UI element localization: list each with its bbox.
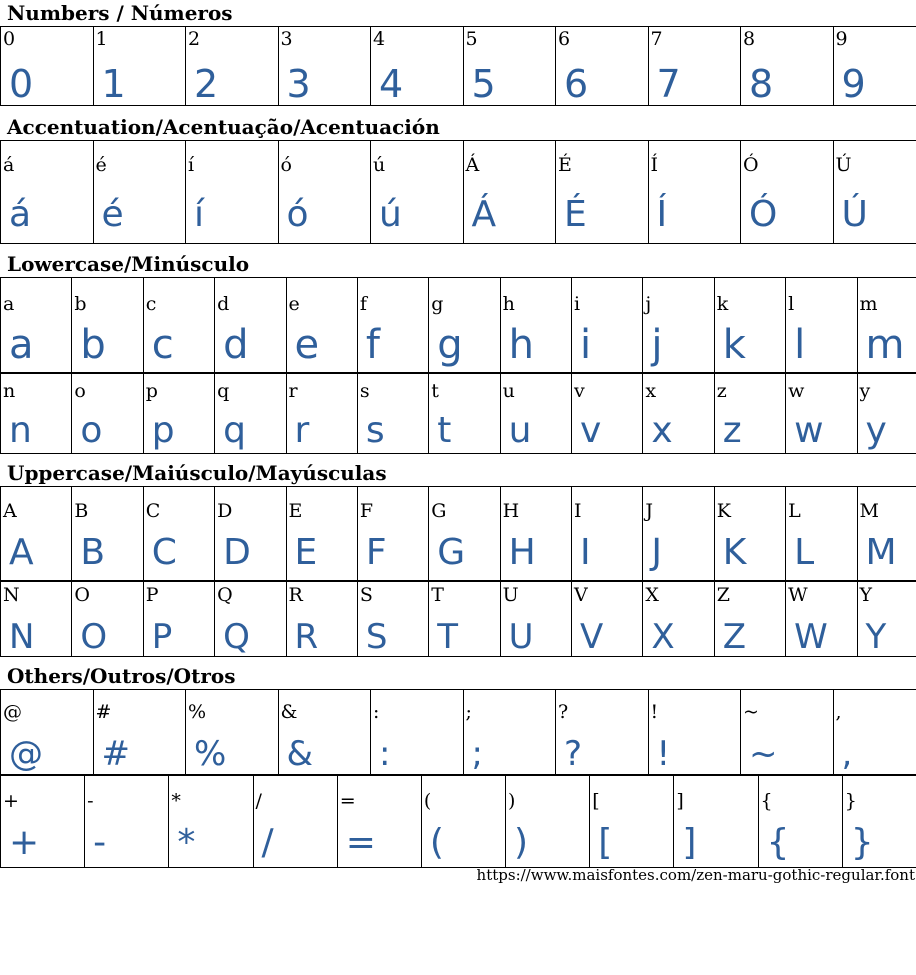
glyph-label: z <box>716 380 727 402</box>
glyph-cell <box>572 487 643 582</box>
glyph-sample: ( <box>429 822 444 863</box>
lowercase-grid-row1 <box>0 277 916 374</box>
glyph-sample: b <box>80 322 106 368</box>
glyph-label: í <box>188 154 195 176</box>
glyph-cell <box>85 775 169 868</box>
glyph-cell <box>93 27 186 106</box>
glyph-cell <box>857 373 916 454</box>
glyph-sample: V <box>580 617 604 657</box>
glyph-cell <box>556 141 649 244</box>
glyph-label: { <box>760 790 773 812</box>
glyph-cell <box>741 141 834 244</box>
glyph-sample: 3 <box>286 62 311 106</box>
glyph-label: 5 <box>465 28 478 50</box>
glyph-sample: m <box>865 322 905 368</box>
glyph-label: f <box>359 293 367 315</box>
glyph-cell <box>833 27 916 106</box>
glyph-sample: 8 <box>749 62 774 106</box>
glyph-sample: Z <box>722 617 747 657</box>
glyph-label: A <box>3 500 17 522</box>
glyph-label: q <box>217 380 230 402</box>
glyph-label: # <box>95 701 112 723</box>
glyph-label: ; <box>465 701 472 723</box>
glyph-sample: ] <box>682 822 697 863</box>
glyph-sample: u <box>508 410 532 451</box>
glyph-sample: z <box>722 410 742 451</box>
glyph-cell <box>286 278 357 374</box>
glyph-label: d <box>217 293 230 315</box>
glyph-cell <box>500 373 571 454</box>
glyph-label: ? <box>558 701 569 723</box>
glyph-cell <box>72 373 143 454</box>
glyph-cell <box>1 775 85 868</box>
others-title: Others/Outros/Otros <box>7 664 236 688</box>
glyph-label: Y <box>859 584 873 606</box>
glyph-cell <box>786 487 857 582</box>
glyph-sample: 0 <box>9 62 34 106</box>
glyph-label: 0 <box>3 28 16 50</box>
glyph-cell <box>572 373 643 454</box>
glyph-sample: ó <box>286 194 309 235</box>
glyph-sample: l <box>794 322 806 368</box>
glyph-label: 1 <box>95 28 108 50</box>
glyph-label: O <box>74 584 90 606</box>
glyph-label: R <box>288 584 303 606</box>
glyph-label: c <box>145 293 157 315</box>
glyph-cell <box>337 775 421 868</box>
lowercase-title: Lowercase/Minúsculo <box>7 252 250 276</box>
glyph-label: H <box>502 500 520 522</box>
glyph-cell <box>572 581 643 657</box>
glyph-cell <box>215 278 286 374</box>
glyph-label: Ó <box>743 154 759 176</box>
others-grid-row2 <box>0 774 916 868</box>
glyph-label: - <box>87 790 94 812</box>
glyph-sample: Y <box>865 617 887 657</box>
glyph-cell <box>786 581 857 657</box>
glyph-cell <box>643 278 714 374</box>
glyph-sample: f <box>365 322 380 368</box>
glyph-sample: L <box>794 532 815 573</box>
glyph-sample: Ó <box>749 194 778 235</box>
glyph-label: á <box>3 154 15 176</box>
glyph-label: m <box>859 293 878 315</box>
glyph-label: Q <box>217 584 233 606</box>
glyph-cell <box>169 775 253 868</box>
glyph-cell <box>674 775 758 868</box>
glyph-label: + <box>3 790 19 812</box>
glyph-cell <box>1 373 72 454</box>
glyph-sample: 4 <box>379 62 404 106</box>
glyph-sample: p <box>151 410 175 451</box>
glyph-cell <box>143 373 214 454</box>
glyph-label: 4 <box>373 28 386 50</box>
glyph-label: / <box>255 790 262 812</box>
glyph-cell <box>500 581 571 657</box>
glyph-cell <box>590 775 674 868</box>
glyph-cell <box>463 690 556 776</box>
glyph-cell <box>463 141 556 244</box>
glyph-label: é <box>95 154 107 176</box>
glyph-cell <box>714 581 785 657</box>
glyph-label: ) <box>508 790 516 812</box>
others-grid-row1 <box>0 689 916 776</box>
glyph-sample: @ <box>9 734 43 774</box>
glyph-sample: 5 <box>471 62 496 106</box>
glyph-sample: # <box>101 734 130 774</box>
numbers-title: Numbers / Números <box>7 1 233 25</box>
glyph-cell <box>786 373 857 454</box>
glyph-label: a <box>3 293 15 315</box>
glyph-sample: 7 <box>656 62 681 106</box>
glyph-cell <box>857 581 916 657</box>
glyph-label: 2 <box>188 28 201 50</box>
glyph-sample: Q <box>223 617 250 657</box>
glyph-label: 7 <box>650 28 663 50</box>
glyph-cell <box>93 141 186 244</box>
glyph-label: F <box>359 500 374 522</box>
glyph-cell <box>1 690 94 776</box>
glyph-sample: ú <box>379 194 402 235</box>
glyph-sample: c <box>151 322 174 368</box>
glyph-cell <box>371 27 464 106</box>
glyph-label: I <box>574 500 582 522</box>
glyph-label: N <box>3 584 20 606</box>
glyph-cell <box>278 141 371 244</box>
glyph-sample: X <box>651 617 675 657</box>
glyph-sample: Í <box>656 194 668 235</box>
glyph-label: y <box>859 380 871 402</box>
glyph-cell <box>1 581 72 657</box>
glyph-cell <box>143 278 214 374</box>
glyph-sample: o <box>80 410 103 451</box>
glyph-sample: n <box>9 410 32 451</box>
glyph-label: r <box>288 380 298 402</box>
glyph-sample: É <box>564 194 587 235</box>
glyph-label: K <box>716 500 731 522</box>
glyph-sample: E <box>294 532 318 573</box>
glyph-cell <box>278 27 371 106</box>
glyph-label: w <box>788 380 805 402</box>
glyph-cell <box>556 690 649 776</box>
glyph-sample: / <box>261 822 274 863</box>
glyph-label: j <box>645 293 652 315</box>
glyph-cell <box>500 278 571 374</box>
glyph-label: k <box>716 293 729 315</box>
glyph-sample: B <box>80 532 106 573</box>
glyph-sample: H <box>508 532 536 573</box>
glyph-label: t <box>431 380 439 402</box>
glyph-label: s <box>359 380 370 402</box>
glyph-sample: P <box>151 617 173 657</box>
glyph-sample: á <box>9 194 32 235</box>
glyph-cell <box>286 487 357 582</box>
glyph-label: } <box>844 790 857 812</box>
glyph-cell <box>648 690 741 776</box>
footer-url: https://www.maisfontes.com/zen-maru-gothic-regular.font <box>476 866 915 884</box>
glyph-sample: a <box>9 322 34 368</box>
glyph-sample: S <box>365 617 388 657</box>
glyph-cell <box>786 278 857 374</box>
glyph-sample: e <box>294 322 320 368</box>
glyph-label: g <box>431 293 444 315</box>
glyph-cell <box>186 690 279 776</box>
glyph-label: B <box>74 500 89 522</box>
glyph-sample: v <box>580 410 602 451</box>
glyph-sample: ? <box>564 734 583 774</box>
glyph-label: E <box>288 500 303 522</box>
glyph-sample: N <box>9 617 35 657</box>
glyph-sample: 2 <box>194 62 219 106</box>
glyph-cell <box>253 775 337 868</box>
glyph-label: x <box>645 380 657 402</box>
glyph-cell <box>215 487 286 582</box>
glyph-label: i <box>574 293 581 315</box>
glyph-cell <box>72 581 143 657</box>
glyph-label: = <box>339 790 356 812</box>
glyph-sample: U <box>508 617 534 657</box>
glyph-label: U <box>502 584 519 606</box>
glyph-cell <box>857 278 916 374</box>
glyph-cell <box>1 278 72 374</box>
glyph-label: ú <box>373 154 386 176</box>
glyph-sample: * <box>177 822 196 863</box>
glyph-cell <box>371 690 464 776</box>
glyph-label: : <box>373 701 380 723</box>
glyph-cell <box>278 690 371 776</box>
glyph-sample: 9 <box>841 62 866 106</box>
glyph-label: h <box>502 293 515 315</box>
glyph-label: l <box>788 293 795 315</box>
glyph-cell <box>1 27 94 106</box>
glyph-cell <box>1 487 72 582</box>
glyph-sample: A <box>9 532 34 573</box>
glyph-label: V <box>574 584 588 606</box>
glyph-sample: ! <box>656 734 671 774</box>
glyph-sample: , <box>841 734 853 774</box>
glyph-cell <box>741 690 834 776</box>
glyph-label: J <box>645 500 653 522</box>
glyph-cell <box>842 775 916 868</box>
glyph-cell <box>500 487 571 582</box>
glyph-sample: y <box>865 410 887 451</box>
glyph-sample: D <box>223 532 251 573</box>
glyph-cell <box>186 27 279 106</box>
glyph-sample: O <box>80 617 108 657</box>
glyph-sample: C <box>151 532 177 573</box>
glyph-label: É <box>558 154 572 176</box>
glyph-label: G <box>431 500 447 522</box>
glyph-cell <box>833 141 916 244</box>
glyph-sample: g <box>437 322 463 368</box>
glyph-label: 8 <box>743 28 756 50</box>
glyph-label: S <box>359 584 373 606</box>
glyph-cell <box>741 27 834 106</box>
glyph-sample: [ <box>598 822 613 863</box>
glyph-cell <box>93 690 186 776</box>
glyph-sample: í <box>194 194 205 235</box>
glyph-cell <box>186 141 279 244</box>
glyph-label: W <box>788 584 808 606</box>
glyph-label: v <box>574 380 585 402</box>
glyph-sample: = <box>345 822 376 863</box>
glyph-sample: 6 <box>564 62 589 106</box>
glyph-cell <box>357 278 428 374</box>
glyph-sample: F <box>365 532 387 573</box>
numbers-grid <box>0 26 916 106</box>
glyph-sample: r <box>294 410 310 451</box>
glyph-sample: Á <box>471 194 497 235</box>
glyph-label: D <box>217 500 233 522</box>
glyph-sample: - <box>93 822 107 863</box>
glyph-label: , <box>835 701 842 723</box>
glyph-label: ( <box>423 790 432 812</box>
glyph-cell <box>572 278 643 374</box>
glyph-label: e <box>288 293 300 315</box>
accents-title: Accentuation/Acentuação/Acentuación <box>7 115 440 139</box>
glyph-cell <box>286 373 357 454</box>
glyph-sample: j <box>651 322 663 368</box>
glyph-label: Á <box>465 154 480 176</box>
glyph-sample: h <box>508 322 534 368</box>
glyph-label: o <box>74 380 86 402</box>
glyph-label: C <box>145 500 161 522</box>
glyph-label: ! <box>650 701 659 723</box>
glyph-sample: M <box>865 532 897 573</box>
glyph-sample: é <box>101 194 124 235</box>
glyph-cell <box>857 487 916 582</box>
glyph-sample: & <box>286 734 314 774</box>
glyph-cell <box>648 141 741 244</box>
uppercase-title: Uppercase/Maiúsculo/Mayúsculas <box>7 461 387 485</box>
glyph-label: X <box>645 584 659 606</box>
accents-grid <box>0 140 916 244</box>
glyph-sample: G <box>437 532 466 573</box>
glyph-sample: I <box>580 532 591 573</box>
glyph-sample: d <box>223 322 249 368</box>
glyph-label: * <box>171 790 181 812</box>
glyph-cell <box>371 141 464 244</box>
glyph-label: b <box>74 293 87 315</box>
glyph-cell <box>72 487 143 582</box>
glyph-cell <box>429 278 500 374</box>
glyph-cell <box>215 373 286 454</box>
glyph-cell <box>421 775 505 868</box>
glyph-cell <box>556 27 649 106</box>
glyph-label: Í <box>650 154 659 176</box>
glyph-label: T <box>431 584 444 606</box>
glyph-cell <box>286 581 357 657</box>
uppercase-grid-row2 <box>0 580 916 657</box>
glyph-label: @ <box>3 701 22 723</box>
glyph-cell <box>215 581 286 657</box>
glyph-cell <box>72 278 143 374</box>
glyph-label: 9 <box>835 28 848 50</box>
glyph-label: 6 <box>558 28 571 50</box>
glyph-sample: ; <box>471 734 483 774</box>
glyph-sample: q <box>223 410 246 451</box>
glyph-cell <box>429 581 500 657</box>
glyph-sample: + <box>9 822 40 863</box>
glyph-label: Z <box>716 584 730 606</box>
glyph-sample: % <box>194 734 227 774</box>
uppercase-grid-row1 <box>0 486 916 582</box>
glyph-sample: ~ <box>749 734 778 774</box>
glyph-cell <box>643 581 714 657</box>
glyph-label: ~ <box>743 701 759 723</box>
glyph-sample: J <box>651 532 662 573</box>
glyph-label: ] <box>676 790 684 812</box>
glyph-sample: s <box>365 410 385 451</box>
glyph-label: M <box>859 500 879 522</box>
glyph-cell <box>758 775 842 868</box>
glyph-cell <box>357 487 428 582</box>
glyph-label: & <box>280 701 298 723</box>
glyph-sample: i <box>580 322 592 368</box>
glyph-cell <box>463 27 556 106</box>
glyph-label: n <box>3 380 16 402</box>
glyph-cell <box>357 373 428 454</box>
glyph-sample: t <box>437 410 452 451</box>
glyph-label: ó <box>280 154 292 176</box>
glyph-label: % <box>188 701 207 723</box>
glyph-sample: { <box>766 822 790 863</box>
glyph-sample: } <box>850 822 874 863</box>
glyph-cell <box>1 141 94 244</box>
glyph-sample: x <box>651 410 673 451</box>
glyph-cell <box>143 487 214 582</box>
glyph-cell <box>357 581 428 657</box>
glyph-sample: k <box>722 322 746 368</box>
glyph-cell <box>714 278 785 374</box>
glyph-cell <box>429 373 500 454</box>
glyph-sample: w <box>794 410 824 451</box>
glyph-sample: R <box>294 617 319 657</box>
glyph-cell <box>648 27 741 106</box>
glyph-sample: 1 <box>101 62 126 106</box>
glyph-label: Ú <box>835 154 852 176</box>
lowercase-grid-row2 <box>0 372 916 454</box>
glyph-sample: W <box>794 617 828 657</box>
glyph-label: u <box>502 380 515 402</box>
glyph-sample: : <box>379 734 391 774</box>
glyph-cell <box>643 373 714 454</box>
glyph-cell <box>714 373 785 454</box>
glyph-label: p <box>145 380 158 402</box>
glyph-sample: T <box>437 617 459 657</box>
glyph-cell <box>429 487 500 582</box>
glyph-label: 3 <box>280 28 293 50</box>
glyph-sample: K <box>722 532 747 573</box>
glyph-cell <box>506 775 590 868</box>
glyph-cell <box>714 487 785 582</box>
glyph-label: P <box>145 584 159 606</box>
glyph-label: [ <box>592 790 600 812</box>
glyph-sample: Ú <box>841 194 868 235</box>
glyph-cell <box>643 487 714 582</box>
glyph-cell <box>833 690 916 776</box>
glyph-cell <box>143 581 214 657</box>
glyph-label: L <box>788 500 801 522</box>
glyph-sample: ) <box>514 822 529 863</box>
